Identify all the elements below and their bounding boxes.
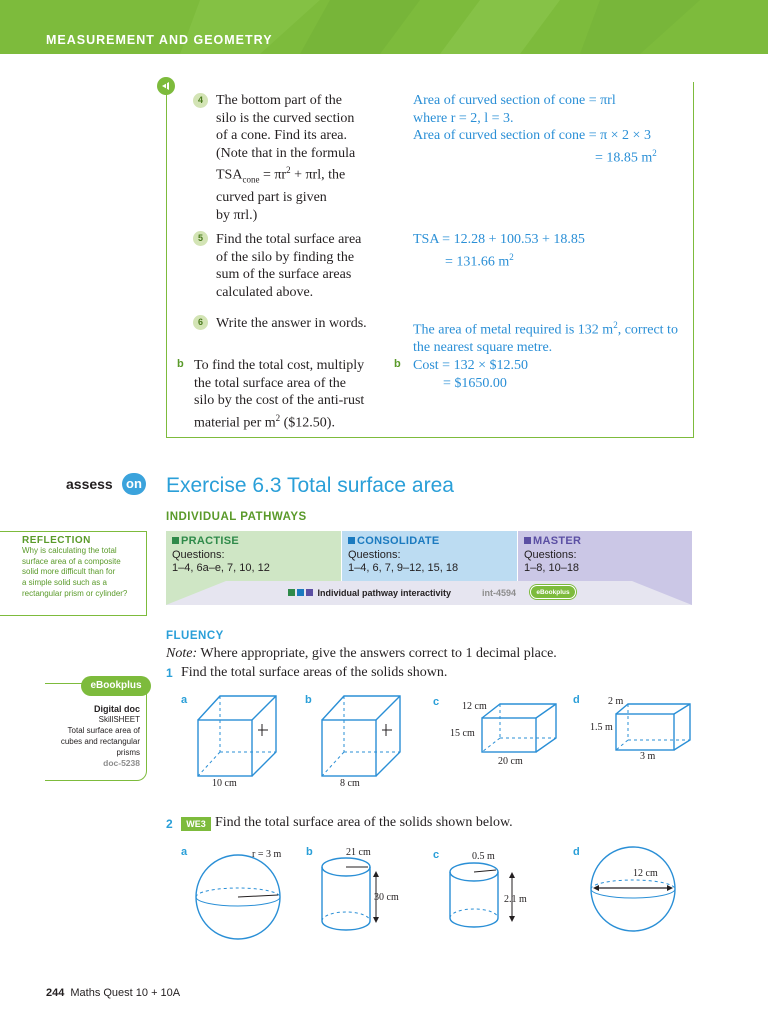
- book-title: Maths Quest 10 + 10A: [70, 987, 181, 999]
- assess-on-badge[interactable]: on: [122, 473, 146, 495]
- q2-part-a-label: a: [181, 846, 188, 858]
- q1-part-d-label: d: [573, 694, 580, 706]
- pathways-title: INDIVIDUAL PATHWAYS: [166, 511, 307, 523]
- step-4-working: Area of curved section of cone = πrl where r = 2, l = 3. Area of curved section of cone = π × 2 × 3 = 18.85 $m^2$: [413, 93, 657, 166]
- step-6-text: Write the answer in words.: [216, 316, 367, 331]
- step-4-text: The bottom part of the silo is the curved section of a cone. Find its area. (Note that in the formula $TSA_{cone} = \pi r^2 + \pi rl$, the curved part is given by πrl.): [216, 93, 356, 224]
- q1a-dim: 10 cm: [212, 778, 237, 789]
- q1-part-b-label: b: [305, 694, 312, 706]
- master-square-icon: [524, 537, 531, 544]
- pathway-interactivity-link[interactable]: Individual pathway interactivity: [288, 588, 451, 598]
- digital-doc-description: SkillSHEET Total surface area of cubes and rectangular prisms: [60, 715, 140, 757]
- q2d-sphere-figure: [585, 845, 695, 945]
- q2b-dim-height: 30 cm: [374, 892, 399, 903]
- part-b-working: Cost = 132 × $12.50 = $1650.00: [413, 358, 528, 391]
- question-2-number: 2: [166, 817, 173, 831]
- exercise-title: Exercise 6.3 Total surface area: [166, 474, 454, 497]
- q2c-cylinder-figure: [440, 848, 540, 948]
- q1d-dim-length: 3 m: [640, 751, 656, 762]
- q1a-cube-figure: [190, 690, 280, 790]
- q1-part-a-label: a: [181, 694, 188, 706]
- pathway-master: MASTER Questions: 1–8, 10–18: [518, 531, 692, 581]
- q2b-cylinder-figure: [316, 845, 416, 945]
- assess-on-logo-text[interactable]: assess: [66, 476, 113, 492]
- pathway-consolidate: CONSOLIDATE Questions: 1–4, 6, 7, 9–12, 15, 18: [342, 531, 517, 581]
- q1c-dim-width: 12 cm: [462, 701, 487, 712]
- part-b-label-right: b: [394, 358, 401, 370]
- q2a-sphere-figure: [190, 845, 300, 945]
- step-5-text: Find the total surface area of the silo by finding the sum of the surface areas calculated above.: [216, 232, 362, 300]
- q1c-dim-length: 20 cm: [498, 756, 523, 767]
- reflection-heading: REFLECTION: [22, 535, 91, 546]
- step-5-working: TSA = 12.28 + 100.53 + 18.85 = 131.66 $m^2$: [413, 232, 585, 270]
- step-6-badge: 6: [193, 315, 208, 330]
- q1d-prism-figure: [588, 694, 698, 764]
- fluency-note: Note: Where appropriate, give the answers correct to 1 decimal place.: [166, 646, 557, 661]
- q2-part-d-label: d: [573, 846, 580, 858]
- q1d-dim-width: 2 m: [608, 696, 624, 707]
- ebookplus-badge-small[interactable]: eBookplus: [530, 585, 576, 599]
- q2c-dim-radius: 0.5 m: [472, 851, 495, 862]
- pathway-bar-right-wedge: [632, 581, 692, 605]
- q1b-dim: 8 cm: [340, 778, 360, 789]
- page-header: [0, 0, 768, 54]
- q1c-dim-height: 15 cm: [450, 728, 475, 739]
- consolidate-square-icon: [348, 537, 355, 544]
- q1c-prism-figure: [448, 694, 558, 769]
- part-b-label: b: [177, 358, 184, 370]
- pathway-bar-left-wedge: [166, 581, 226, 605]
- q2d-dim: 12 cm: [633, 868, 658, 879]
- q2c-dim-height: 2.1 m: [504, 894, 527, 905]
- reflection-body: Why is calculating the total surface area of a composite solid more difficult than for a simple solid such as a rectangular prism or cylinder?: [22, 546, 128, 598]
- question-1-number: 1: [166, 666, 173, 680]
- q2-part-b-label: b: [306, 846, 313, 858]
- digital-doc-title: Digital doc: [93, 704, 140, 714]
- page-number: 244: [46, 987, 65, 999]
- step-5-badge: 5: [193, 231, 208, 246]
- question-2-text: Find the total surface area of the solids shown below.: [215, 815, 513, 830]
- interactivity-code: int-4594: [482, 588, 517, 598]
- ebookplus-digital-doc-box[interactable]: [45, 680, 147, 781]
- question-1-text: Find the total surface areas of the solids shown.: [181, 665, 448, 680]
- page-footer: [46, 987, 180, 999]
- worked-example-3-badge[interactable]: WE3: [181, 817, 211, 831]
- q1d-dim-height: 1.5 m: [590, 722, 613, 733]
- digital-doc-code[interactable]: doc-5238: [103, 758, 140, 768]
- q2a-dim: r = 3 m: [252, 849, 282, 860]
- q2-part-c-label: c: [433, 849, 440, 861]
- q1-part-c-label: c: [433, 696, 440, 708]
- q2b-dim-diameter: 21 cm: [346, 847, 371, 858]
- step-6-working: The area of metal required is 132 $m^2$, correct to the nearest square metre.: [413, 320, 678, 356]
- part-b-text: To find the total cost, multiply the total surface area of the silo by the cost of the anti-rust material per $m^2$ ($12.50).: [194, 358, 365, 431]
- practise-square-icon: [172, 537, 179, 544]
- pathway-practise: PRACTISE Questions: 1–4, 6a–e, 7, 10, 12: [166, 531, 341, 581]
- section-title: MEASUREMENT AND GEOMETRY: [46, 33, 273, 47]
- reflection-box: [0, 531, 147, 616]
- step-4-badge: 4: [193, 93, 208, 108]
- fluency-heading: FLUENCY: [166, 630, 224, 642]
- ebookplus-badge[interactable]: eBookplus: [81, 676, 151, 696]
- q1b-cube-figure: [314, 690, 404, 790]
